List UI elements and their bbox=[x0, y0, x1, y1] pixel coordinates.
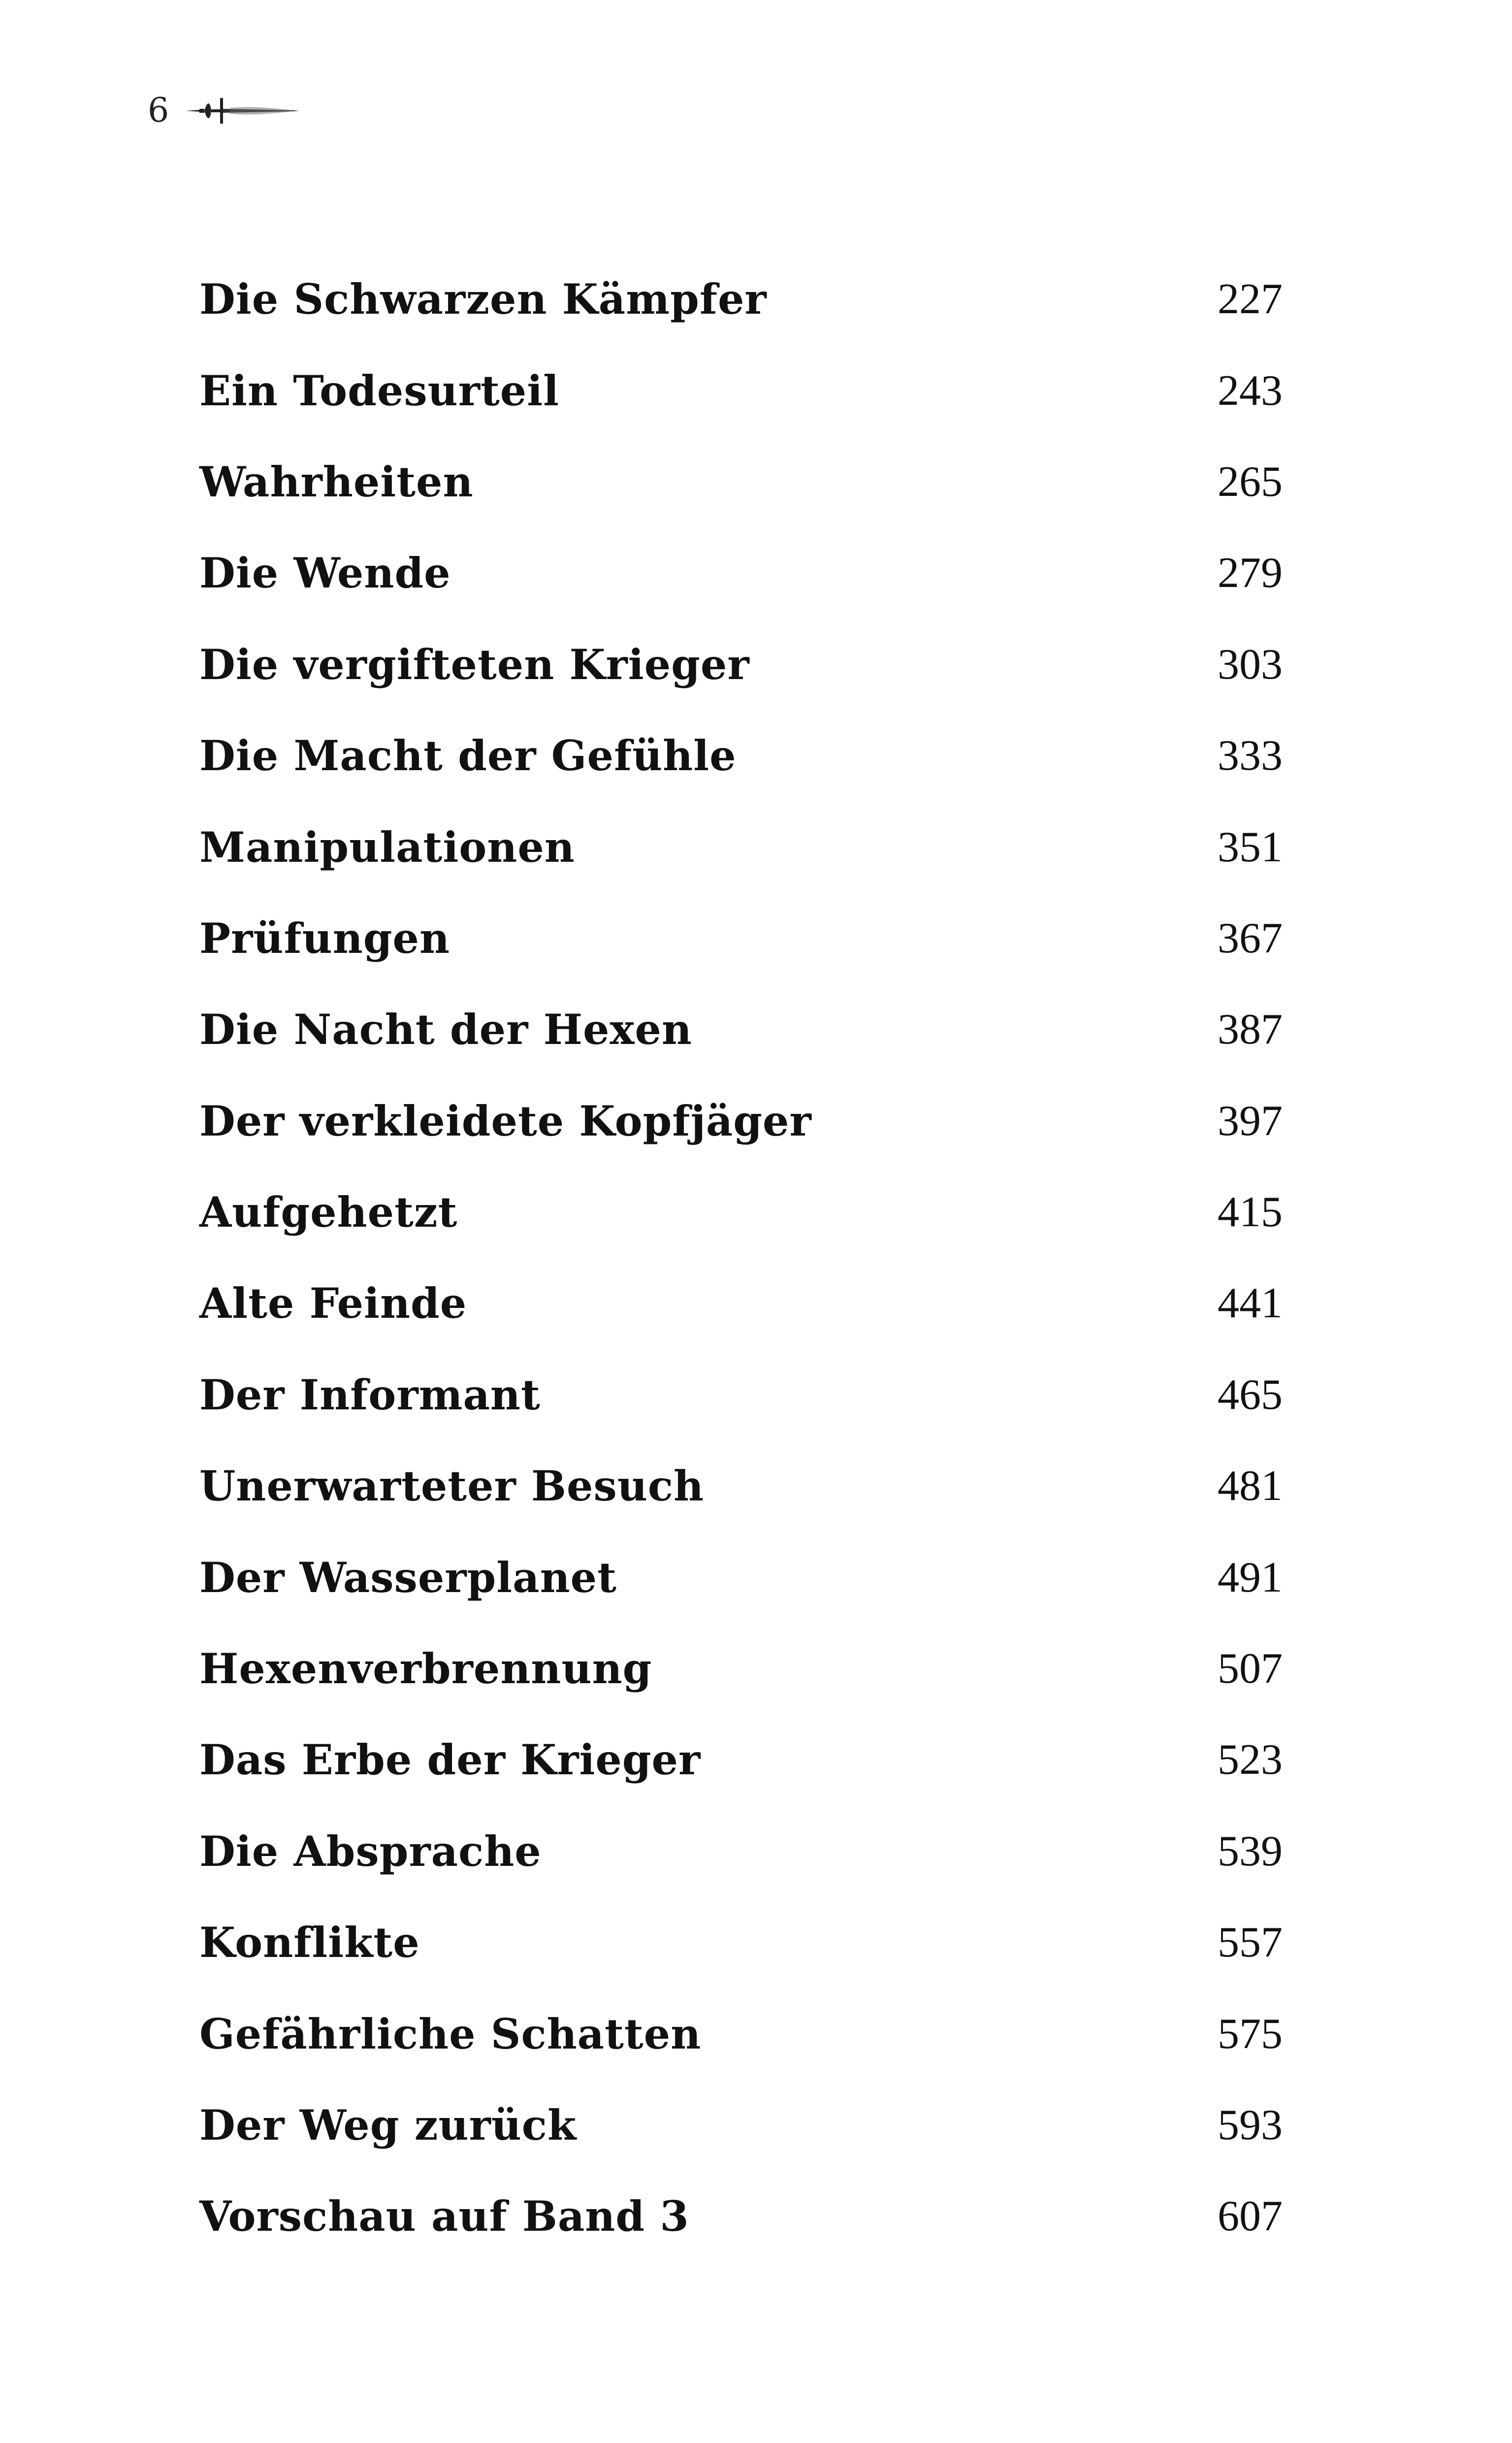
toc-entry bbox=[199, 1623, 1283, 1714]
toc-entry-page: 387 bbox=[1218, 1006, 1283, 1054]
toc-entry bbox=[199, 254, 1283, 345]
toc-entry-page: 441 bbox=[1218, 1279, 1283, 1328]
toc-entry bbox=[199, 527, 1283, 619]
toc-entry-title: Prüfungen bbox=[199, 913, 450, 963]
toc-entry bbox=[199, 1897, 1283, 1988]
toc-entry-title: Vorschau auf Band 3 bbox=[199, 2192, 689, 2241]
toc-entry-page: 303 bbox=[1218, 640, 1283, 688]
toc-entry-title: Alte Feinde bbox=[199, 1279, 467, 1328]
toc-entry-title: Die Macht der Gefühle bbox=[199, 731, 737, 781]
toc-entry bbox=[199, 1440, 1283, 1531]
toc-entry-title: Wahrheiten bbox=[199, 457, 474, 506]
sword-ornament-icon bbox=[186, 91, 299, 130]
toc-entry bbox=[199, 1167, 1283, 1258]
toc-entry-page: 227 bbox=[1218, 275, 1283, 324]
toc-entry-page: 465 bbox=[1218, 1370, 1283, 1419]
toc-entry-page: 491 bbox=[1218, 1553, 1283, 1601]
toc-entry-title: Hexenverbrennung bbox=[199, 1644, 652, 1694]
toc-entry-page: 607 bbox=[1218, 2192, 1283, 2241]
page-number: 6 bbox=[148, 91, 169, 130]
toc-entry-title: Die vergifteten Krieger bbox=[199, 640, 750, 689]
toc-entry-title: Die Wende bbox=[199, 549, 451, 598]
toc-entry-page: 243 bbox=[1218, 366, 1283, 415]
table-of-contents bbox=[199, 254, 1283, 2262]
toc-entry-title: Die Nacht der Hexen bbox=[199, 1005, 692, 1054]
toc-entry-page: 333 bbox=[1218, 732, 1283, 780]
toc-entry bbox=[199, 1258, 1283, 1349]
toc-entry bbox=[199, 2080, 1283, 2171]
toc-entry bbox=[199, 436, 1283, 527]
toc-entry-title: Der Weg zurück bbox=[199, 2101, 577, 2150]
toc-entry-title: Gefährliche Schatten bbox=[199, 2009, 702, 2058]
toc-entry-page: 481 bbox=[1218, 1462, 1283, 1510]
toc-entry-title: Aufgehetzt bbox=[199, 1188, 458, 1237]
toc-entry-title: Manipulationen bbox=[199, 822, 575, 872]
toc-entry-page: 507 bbox=[1218, 1645, 1283, 1693]
toc-entry-title: Die Absprache bbox=[199, 1826, 542, 1876]
toc-entry-page: 397 bbox=[1218, 1097, 1283, 1145]
toc-entry-title: Das Erbe der Krieger bbox=[199, 1735, 701, 1785]
toc-entry-page: 279 bbox=[1218, 549, 1283, 597]
toc-entry-page: 415 bbox=[1218, 1188, 1283, 1237]
toc-entry bbox=[199, 619, 1283, 710]
toc-entry-title: Der Informant bbox=[199, 1370, 541, 1419]
toc-entry bbox=[199, 1349, 1283, 1440]
toc-entry bbox=[199, 710, 1283, 801]
toc-entry-page: 523 bbox=[1218, 1736, 1283, 1784]
toc-entry-title: Unerwarteter Besuch bbox=[199, 1462, 705, 1511]
toc-entry-page: 367 bbox=[1218, 914, 1283, 962]
toc-entry bbox=[199, 1988, 1283, 2079]
toc-entry bbox=[199, 2171, 1283, 2262]
toc-entry bbox=[199, 1806, 1283, 1897]
toc-entry-page: 265 bbox=[1218, 457, 1283, 506]
toc-entry-title: Ein Todesurteil bbox=[199, 366, 560, 415]
toc-entry-title: Der Wasserplanet bbox=[199, 1553, 617, 1602]
toc-entry bbox=[199, 1531, 1283, 1623]
toc-entry bbox=[199, 984, 1283, 1075]
toc-entry-page: 575 bbox=[1218, 2010, 1283, 2058]
toc-entry bbox=[199, 801, 1283, 892]
toc-entry-title: Der verkleidete Kopfjäger bbox=[199, 1096, 812, 1145]
toc-entry-title: Die Schwarzen Kämpfer bbox=[199, 275, 767, 324]
toc-entry bbox=[199, 345, 1283, 436]
toc-entry-page: 593 bbox=[1218, 2101, 1283, 2149]
toc-entry-page: 351 bbox=[1218, 823, 1283, 871]
toc-entry-title: Konflikte bbox=[199, 1918, 420, 1967]
toc-entry bbox=[199, 1714, 1283, 1805]
toc-entry-page: 539 bbox=[1218, 1827, 1283, 1875]
toc-entry bbox=[199, 893, 1283, 984]
page-header bbox=[148, 89, 299, 133]
toc-entry bbox=[199, 1075, 1283, 1167]
toc-entry-page: 557 bbox=[1218, 1919, 1283, 1967]
